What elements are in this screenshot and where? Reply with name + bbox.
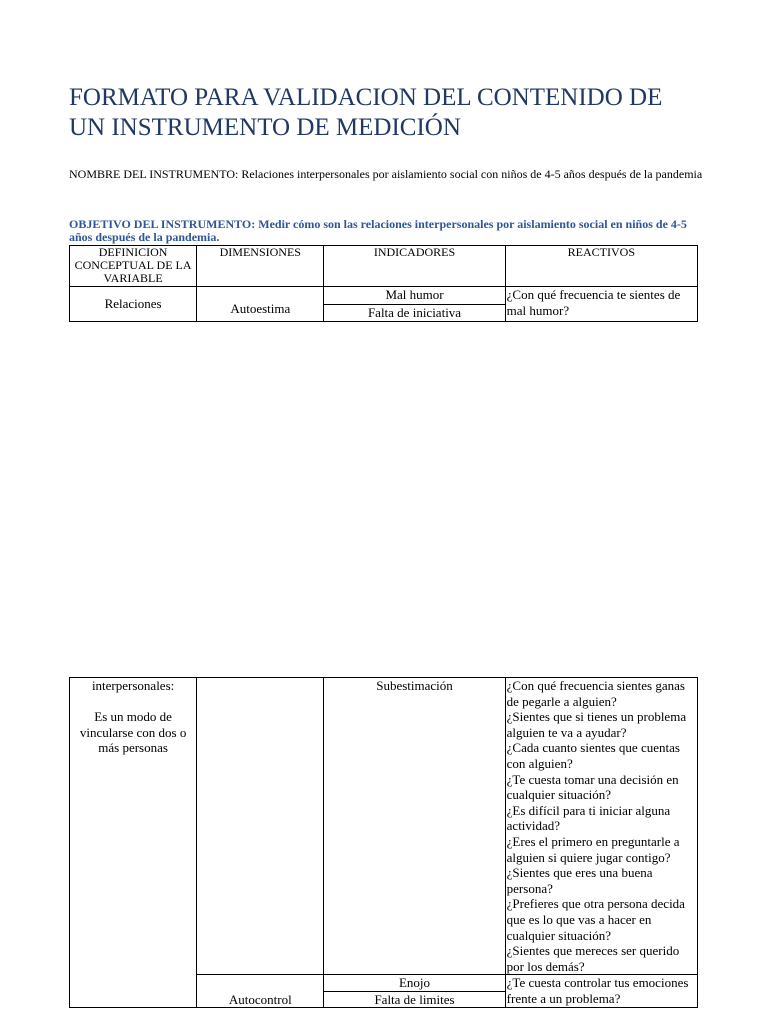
table-header-row bbox=[70, 246, 698, 287]
item-text: ¿Te cuesta tomar una decisión en cualquier situación? bbox=[506, 771, 679, 803]
header-items: REACTIVOS bbox=[505, 246, 697, 287]
item-cell: ¿Te cuesta controlar tus emociones frente a un problema? bbox=[505, 975, 697, 1008]
item-text: ¿Prefieres que otra persona decida que es lo que vas a hacer en cualquier situación? bbox=[506, 896, 685, 943]
item-text: ¿Es difícil para ti iniciar alguna actividad? bbox=[506, 802, 671, 834]
indicator-cell: Falta de iniciativa bbox=[324, 304, 505, 321]
dimension-cell bbox=[197, 678, 324, 975]
table-row bbox=[70, 287, 698, 305]
item-text: ¿Sientes que eres una buena persona? bbox=[506, 865, 653, 896]
definition-text-1: interpersonales: bbox=[91, 678, 175, 693]
document-title bbox=[69, 83, 709, 143]
instrument-objective: OBJETIVO DEL INSTRUMENTO: Medir cómo son las relaciones interpersonales por aislamiento social en niños de 4-5 años después de la pandemia. bbox=[69, 217, 687, 244]
instrument-name: NOMBRE DEL INSTRUMENTO: Relaciones interpersonales por aislamiento social con niños de 4-5 años después de la pandemia bbox=[69, 167, 703, 181]
dimension-cell: Autoestima bbox=[197, 287, 324, 322]
header-definition: DEFINICION CONCEPTUAL DE LA VARIABLE bbox=[70, 246, 197, 287]
indicator-cell: Falta de limites bbox=[324, 991, 505, 1008]
item-text: ¿Sientes que si tienes un problema alguien te va a ayudar? bbox=[506, 709, 687, 740]
title-line-1: FORMATO PARA VALIDACION DEL CONTENIDO DE bbox=[69, 84, 663, 111]
table-row bbox=[70, 678, 698, 975]
validation-table-page-1 bbox=[69, 245, 698, 322]
definition-spacer bbox=[71, 694, 195, 710]
item-text: ¿Eres el primero en preguntarle a alguien si quiere jugar contigo? bbox=[506, 833, 680, 865]
indicator-cell: Subestimación bbox=[324, 678, 505, 975]
title-line-2: UN INSTRUMENTO DE MEDICIÓN bbox=[69, 114, 461, 141]
definition-cell bbox=[70, 678, 197, 1008]
item-cell bbox=[505, 678, 697, 975]
item-text: ¿Con qué frecuencia sientes ganas de pegarle a alguien? bbox=[506, 678, 685, 709]
definition-cell: Relaciones bbox=[70, 287, 197, 322]
item-text: ¿Cada cuanto sientes que cuentas con alguien? bbox=[506, 740, 680, 771]
indicator-cell: Mal humor bbox=[324, 287, 505, 305]
indicator-cell: Enojo bbox=[324, 975, 505, 992]
validation-table-page-2 bbox=[69, 677, 698, 1008]
item-text: ¿Sientes que mereces ser querido por los demás? bbox=[506, 943, 680, 974]
dimension-cell: Autocontrol bbox=[197, 975, 324, 1008]
header-dimensions: DIMENSIONES bbox=[197, 246, 324, 287]
item-cell: ¿Con qué frecuencia te sientes de mal humor? bbox=[505, 287, 697, 322]
definition-text-2: Es un modo de vincularse con dos o más personas bbox=[79, 709, 187, 756]
header-indicators: INDICADORES bbox=[324, 246, 505, 287]
